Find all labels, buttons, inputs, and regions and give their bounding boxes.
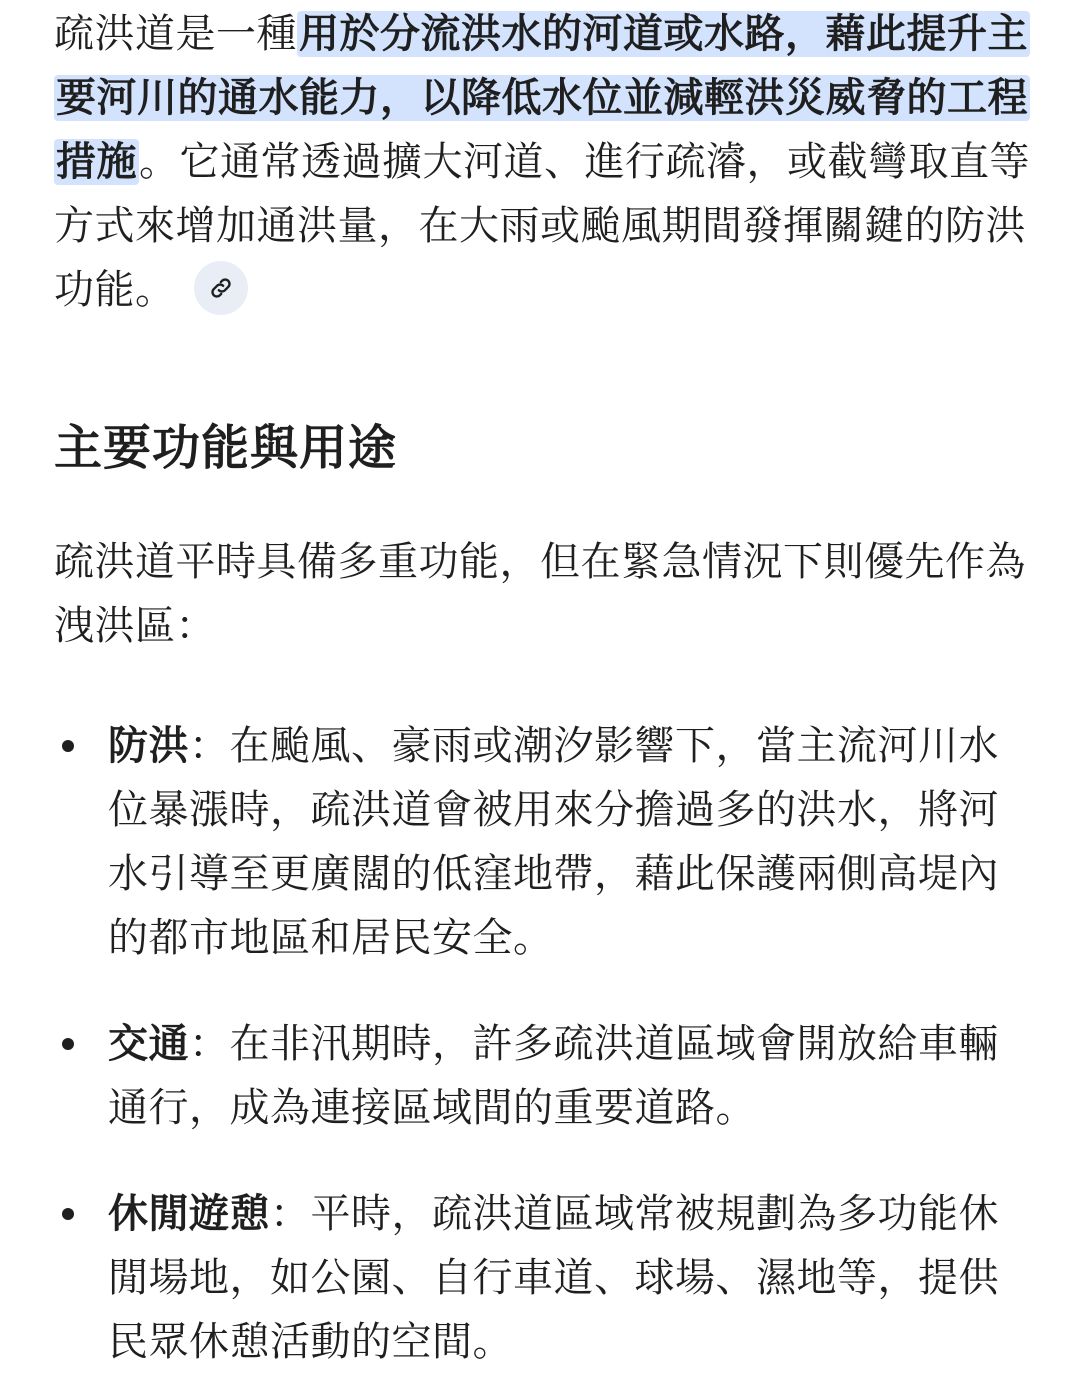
intro-lead-text: 疏洪道是一種 [54, 11, 297, 57]
list-item [54, 1182, 1036, 1374]
intro-rest-text: 。它通常透過擴大河道、進行疏濬，或截彎取直等方式來增加通洪量，在大雨或颱風期間發揮關鍵的防洪功能。 [54, 139, 1030, 313]
list-item-term: 交通 [108, 1021, 189, 1067]
list-item-separator: ： [189, 723, 230, 769]
list-item-text: 平時，疏洪道區域常被規劃為多功能休閒場地，如公園、自行車道、球場、濕地等，提供民眾休憩活動的空間。 [108, 1191, 999, 1365]
list-item-separator: ： [189, 1021, 230, 1067]
bullet-dot [62, 1038, 74, 1050]
intro-paragraph [54, 0, 1036, 322]
list-item-text: 在颱風、豪雨或潮汐影響下，當主流河川水位暴漲時，疏洪道會被用來分擔過多的洪水，將河水引導至更廣闊的低窪地帶，藉此保護兩側高堤內的都市地區和居民安全。 [108, 723, 999, 961]
list-item-term: 休閒遊憩 [108, 1191, 270, 1237]
section-lead-paragraph: 疏洪道平時具備多重功能，但在緊急情況下則優先作為洩洪區： [54, 539, 1026, 649]
list-item [54, 714, 1036, 970]
section-heading: 主要功能與用途 [54, 420, 398, 476]
bullet-dot [62, 740, 74, 752]
source-link-button[interactable] [194, 261, 248, 315]
list-item-separator: ： [270, 1191, 311, 1237]
bullet-dot [62, 1208, 74, 1220]
intro-highlighted-text[interactable]: 用於分流洪水的河道或水路，藉此提升主要河川的通水能力，以降低水位並減輕洪災威脅的工程措施 [56, 11, 1028, 185]
list-item-term: 防洪 [108, 723, 189, 769]
function-list [54, 714, 1036, 1374]
list-item-text: 在非汛期時，許多疏洪道區域會開放給車輛通行，成為連接區域間的重要道路。 [108, 1021, 999, 1131]
link-icon [208, 275, 234, 301]
list-item [54, 1012, 1036, 1140]
